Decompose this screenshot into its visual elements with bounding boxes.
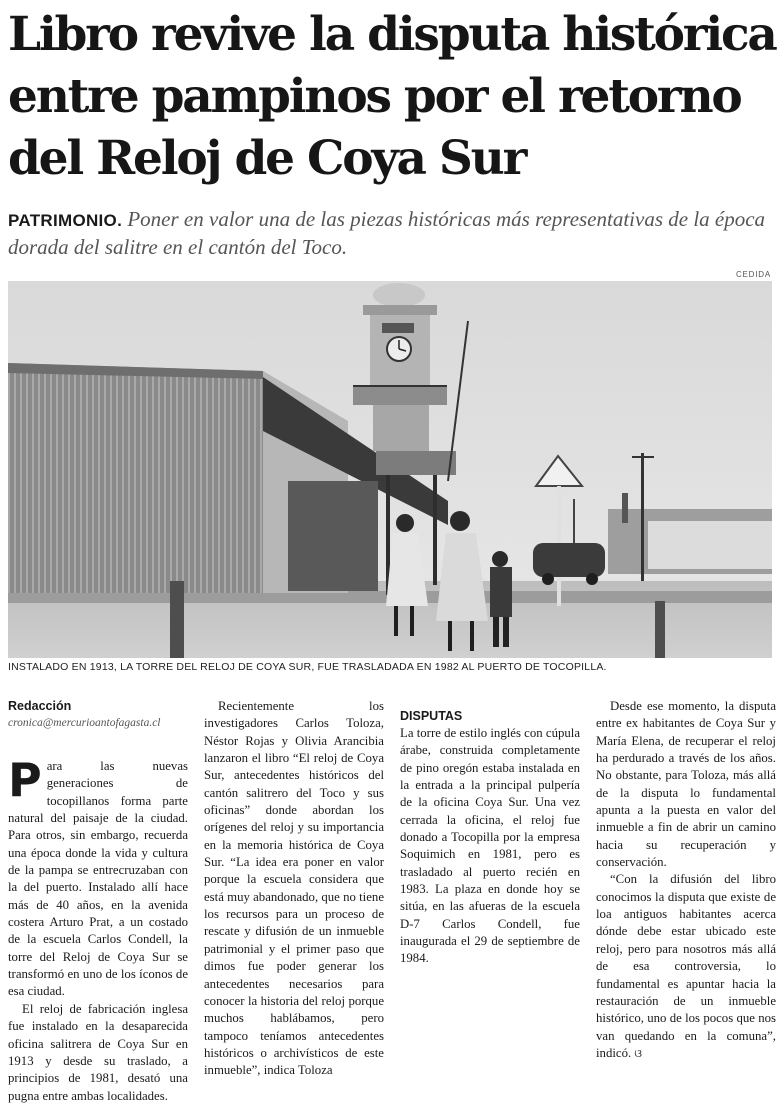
photo-credit: CEDIDA <box>735 270 771 279</box>
deck <box>8 206 776 261</box>
paragraph-2: El reloj de fabricación inglesa fue instalado en la desaparecida oficina salitrera de Coya Sur en 1913 y desde su traslado, a principios de 1981, desató una pugna entre ambas localidades. <box>8 1001 188 1103</box>
paragraph-3: Recientemente los investigadores Carlos Toloza, Néstor Rojas y Olivia Arancibia lanzaron el libro “El reloj de Coya Sur, antecedentes históricos del cantón salitrero del Toco y sus oficinas” donde abordan los orígenes del reloj y su importancia en la memoria histórica de Coya Sur. “La idea era poner en valor porque la escuela considera que está muy abandonado, que no tiene los recursos para un proceso de rescate y difusión de un inmueble patrimonial y el primer paso que dimos fue poder generar los antecedentes necesarios para conocer la historia del reloj porque muchos hablábamos, pero tampoco teníamos antecedentes históricos o archivísticos de este inmueble”, indica Toloza <box>204 699 384 1078</box>
headline-line-2: entre pampinos por el retorno <box>8 69 741 124</box>
end-mark-icon: ଓ <box>634 1046 642 1060</box>
column-3 <box>400 698 580 1083</box>
headline-line-3: del Reloj de Coya Sur <box>8 131 526 186</box>
headline-line-1: Libro revive la disputa histórica <box>8 7 776 62</box>
headline <box>8 4 776 190</box>
deck-text: Poner en valor una de las piezas históricas más representativas de la época dorada del salitre en el cantón del Toco. <box>8 207 766 259</box>
deck-kicker: PATRIMONIO. <box>8 211 123 230</box>
subhead-disputas: DISPUTAS <box>400 709 463 723</box>
drop-cap: P <box>8 753 42 807</box>
byline-email[interactable]: cronica@mercurioantofagasta.cl <box>8 717 161 729</box>
paragraph-1: Para las nuevas generaciones de tocopillanos forma parte natural del paisaje de la ciudad. Para otros, sin embargo, recuerda una época donde la vida y cultura de la pampa se entrecruzaban con la del puerto. Instalado allí hace más de 40 años, en la avenida costera Arturo Prat, a un costado de la escuela Carlos Condell, la torre del Reloj de Coya Sur se transformó en uno de los íconos de esa ciudad. <box>8 753 188 999</box>
article-photo <box>8 281 772 658</box>
column-1 <box>8 698 188 1103</box>
byline-author: Redacción <box>8 699 72 713</box>
paragraph-6: “Con la difusión del libro conocimos la disputa que existe de loa antiguos habitantes acerca dónde debe estar ubicado este reloj, pero para nosotros más allá de esa controversia, lo fundamental es apuntar hacia la restauración de un inmueble histórico, uno de los pocos que nos van quedando en la comuna”, indicó. ଓ <box>596 872 776 1060</box>
photo-caption: INSTALADO EN 1913, LA TORRE DEL RELOJ DE COYA SUR, FUE TRASLADADA EN 1982 AL PUERTO DE TOCOPILLA. <box>8 661 607 673</box>
paragraph-5: Desde ese momento, la disputa entre ex habitantes de Coya Sur y María Elena, de recuperar el reloj ha perdurado a través de los años. No obstante, para Toloza, más allá de la disputa lo fundamental apunta a la puesta en valor del inmueble a fin de abrir un camino hacia su recuperación y conservación. <box>596 699 776 870</box>
paragraph-4: La torre de estilo inglés con cúpula árabe, construida completamente de pino oregón estaba instalada en la entrada a la principal pulpería de la oficina Coya Sur. Una vez cerrada la oficina, el reloj fue donado a Tocopilla por la empresa Soquimich en 1981, pero es trasladado al puerto recién en 1983. La plaza en donde hoy se sitúa, en las afueras de la escuela D-7 Carlos Condell, fue inaugurada el 29 de septiembre de 1984. <box>400 726 580 966</box>
column-2 <box>204 698 384 1083</box>
article-body <box>8 698 776 1103</box>
column-4 <box>596 698 776 1083</box>
